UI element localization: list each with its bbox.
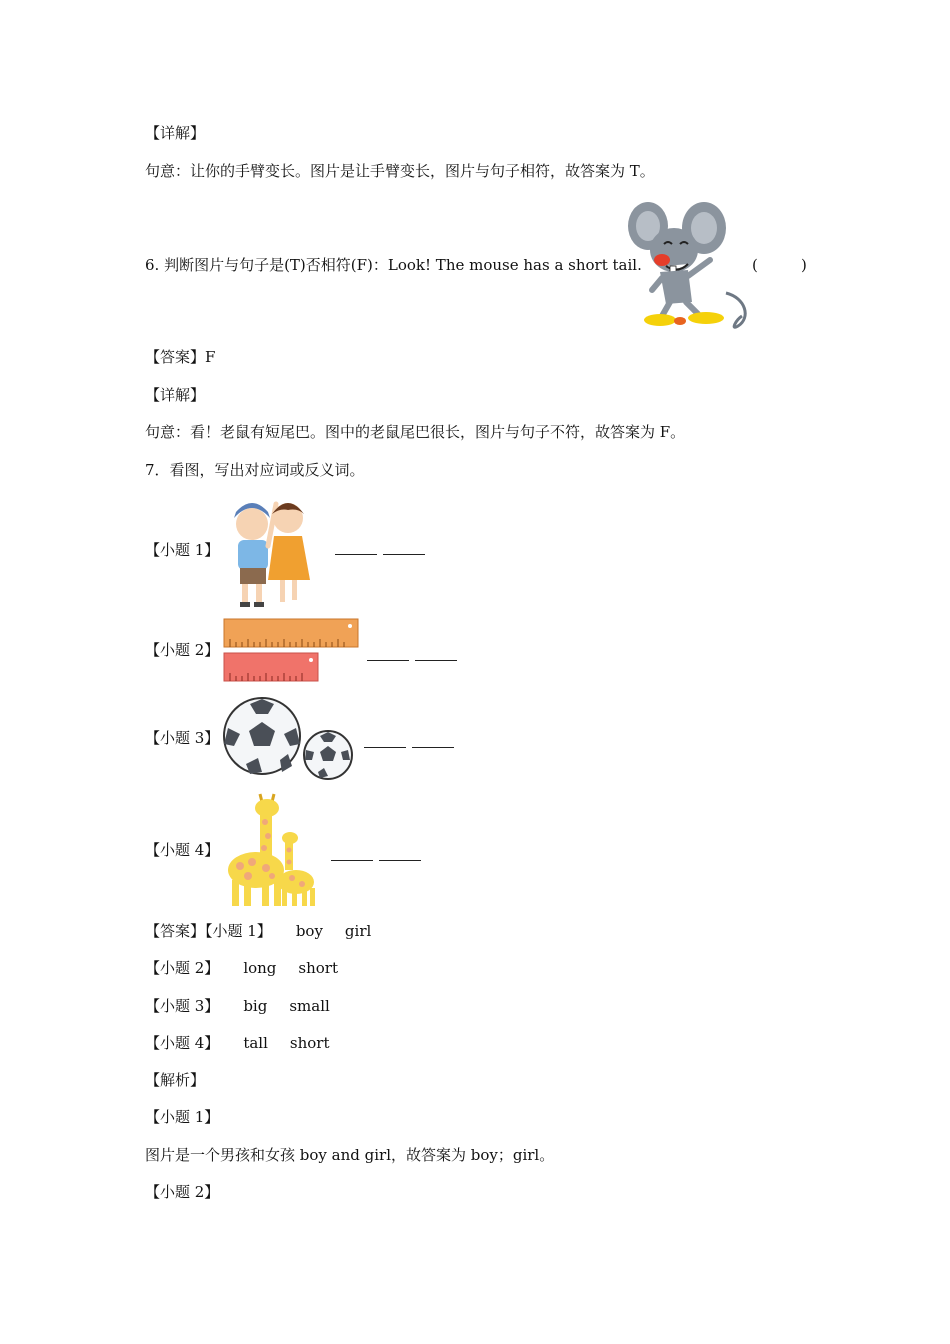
answer-blanks-4[interactable] (331, 846, 427, 866)
analysis-label: 【解析】 (145, 1071, 206, 1089)
answer-paren-open: ( (752, 256, 758, 274)
answer-paren-close: ) (801, 256, 807, 274)
detail-label-q6: 【详解】 (145, 386, 206, 404)
mouse-illustration (626, 198, 756, 332)
answer-blanks-3[interactable] (364, 733, 460, 753)
answer-q6: 【答案】F (145, 348, 216, 366)
answer-row-4 (145, 1033, 329, 1053)
answer-word-girl: girl (344, 922, 372, 940)
subquestion-2-label: 【小题 2】 (145, 641, 220, 659)
question-6-text: 6. 判断图片与句子是(T)否相符(F)：Look! The mouse has a short tail. (145, 256, 642, 274)
rulers-illustration (222, 617, 362, 685)
answer-prefix-3: 【小题 3】 (145, 997, 220, 1015)
answer-row-2 (145, 958, 338, 978)
answer-word-boy: boy (295, 922, 323, 940)
question-7-title: 7．看图，写出对应词或反义词。 (145, 461, 365, 479)
boy-girl-illustration (222, 490, 322, 610)
answer-prefix-1: 【答案】【小题 1】 (145, 922, 272, 940)
answer-blanks-1[interactable] (335, 540, 431, 560)
answer-word-tall: tall (243, 1034, 268, 1052)
explanation-q6: 句意：看！老鼠有短尾巴。图中的老鼠尾巴很长，图片与句子不符，故答案为 F。 (145, 423, 686, 441)
answer-word-long: long (243, 959, 277, 977)
balls-illustration (222, 694, 358, 780)
giraffes-illustration (222, 792, 322, 910)
explanation-q5: 句意：让你的手臂变长。图片是让手臂变长，图片与句子相符，故答案为 T。 (145, 162, 655, 180)
analysis-sub-2: 【小题 2】 (145, 1183, 220, 1201)
analysis-sub-1: 【小题 1】 (145, 1108, 220, 1126)
detail-label-q5: 【详解】 (145, 124, 206, 142)
subquestion-3-label: 【小题 3】 (145, 729, 220, 747)
answer-word-short-2: short (289, 1034, 330, 1052)
answer-blanks-2[interactable] (367, 646, 463, 666)
answer-prefix-2: 【小题 2】 (145, 959, 220, 977)
subquestion-4-label: 【小题 4】 (145, 841, 220, 859)
answer-prefix-4: 【小题 4】 (145, 1034, 220, 1052)
answer-word-small: small (289, 997, 330, 1015)
answer-word-big: big (243, 997, 268, 1015)
answer-word-short: short (298, 959, 338, 977)
subquestion-1-label: 【小题 1】 (145, 541, 220, 559)
answer-row-1 (145, 921, 371, 941)
answer-row-3 (145, 996, 330, 1016)
analysis-text-1: 图片是一个男孩和女孩 boy and girl，故答案为 boy；girl。 (145, 1146, 555, 1164)
